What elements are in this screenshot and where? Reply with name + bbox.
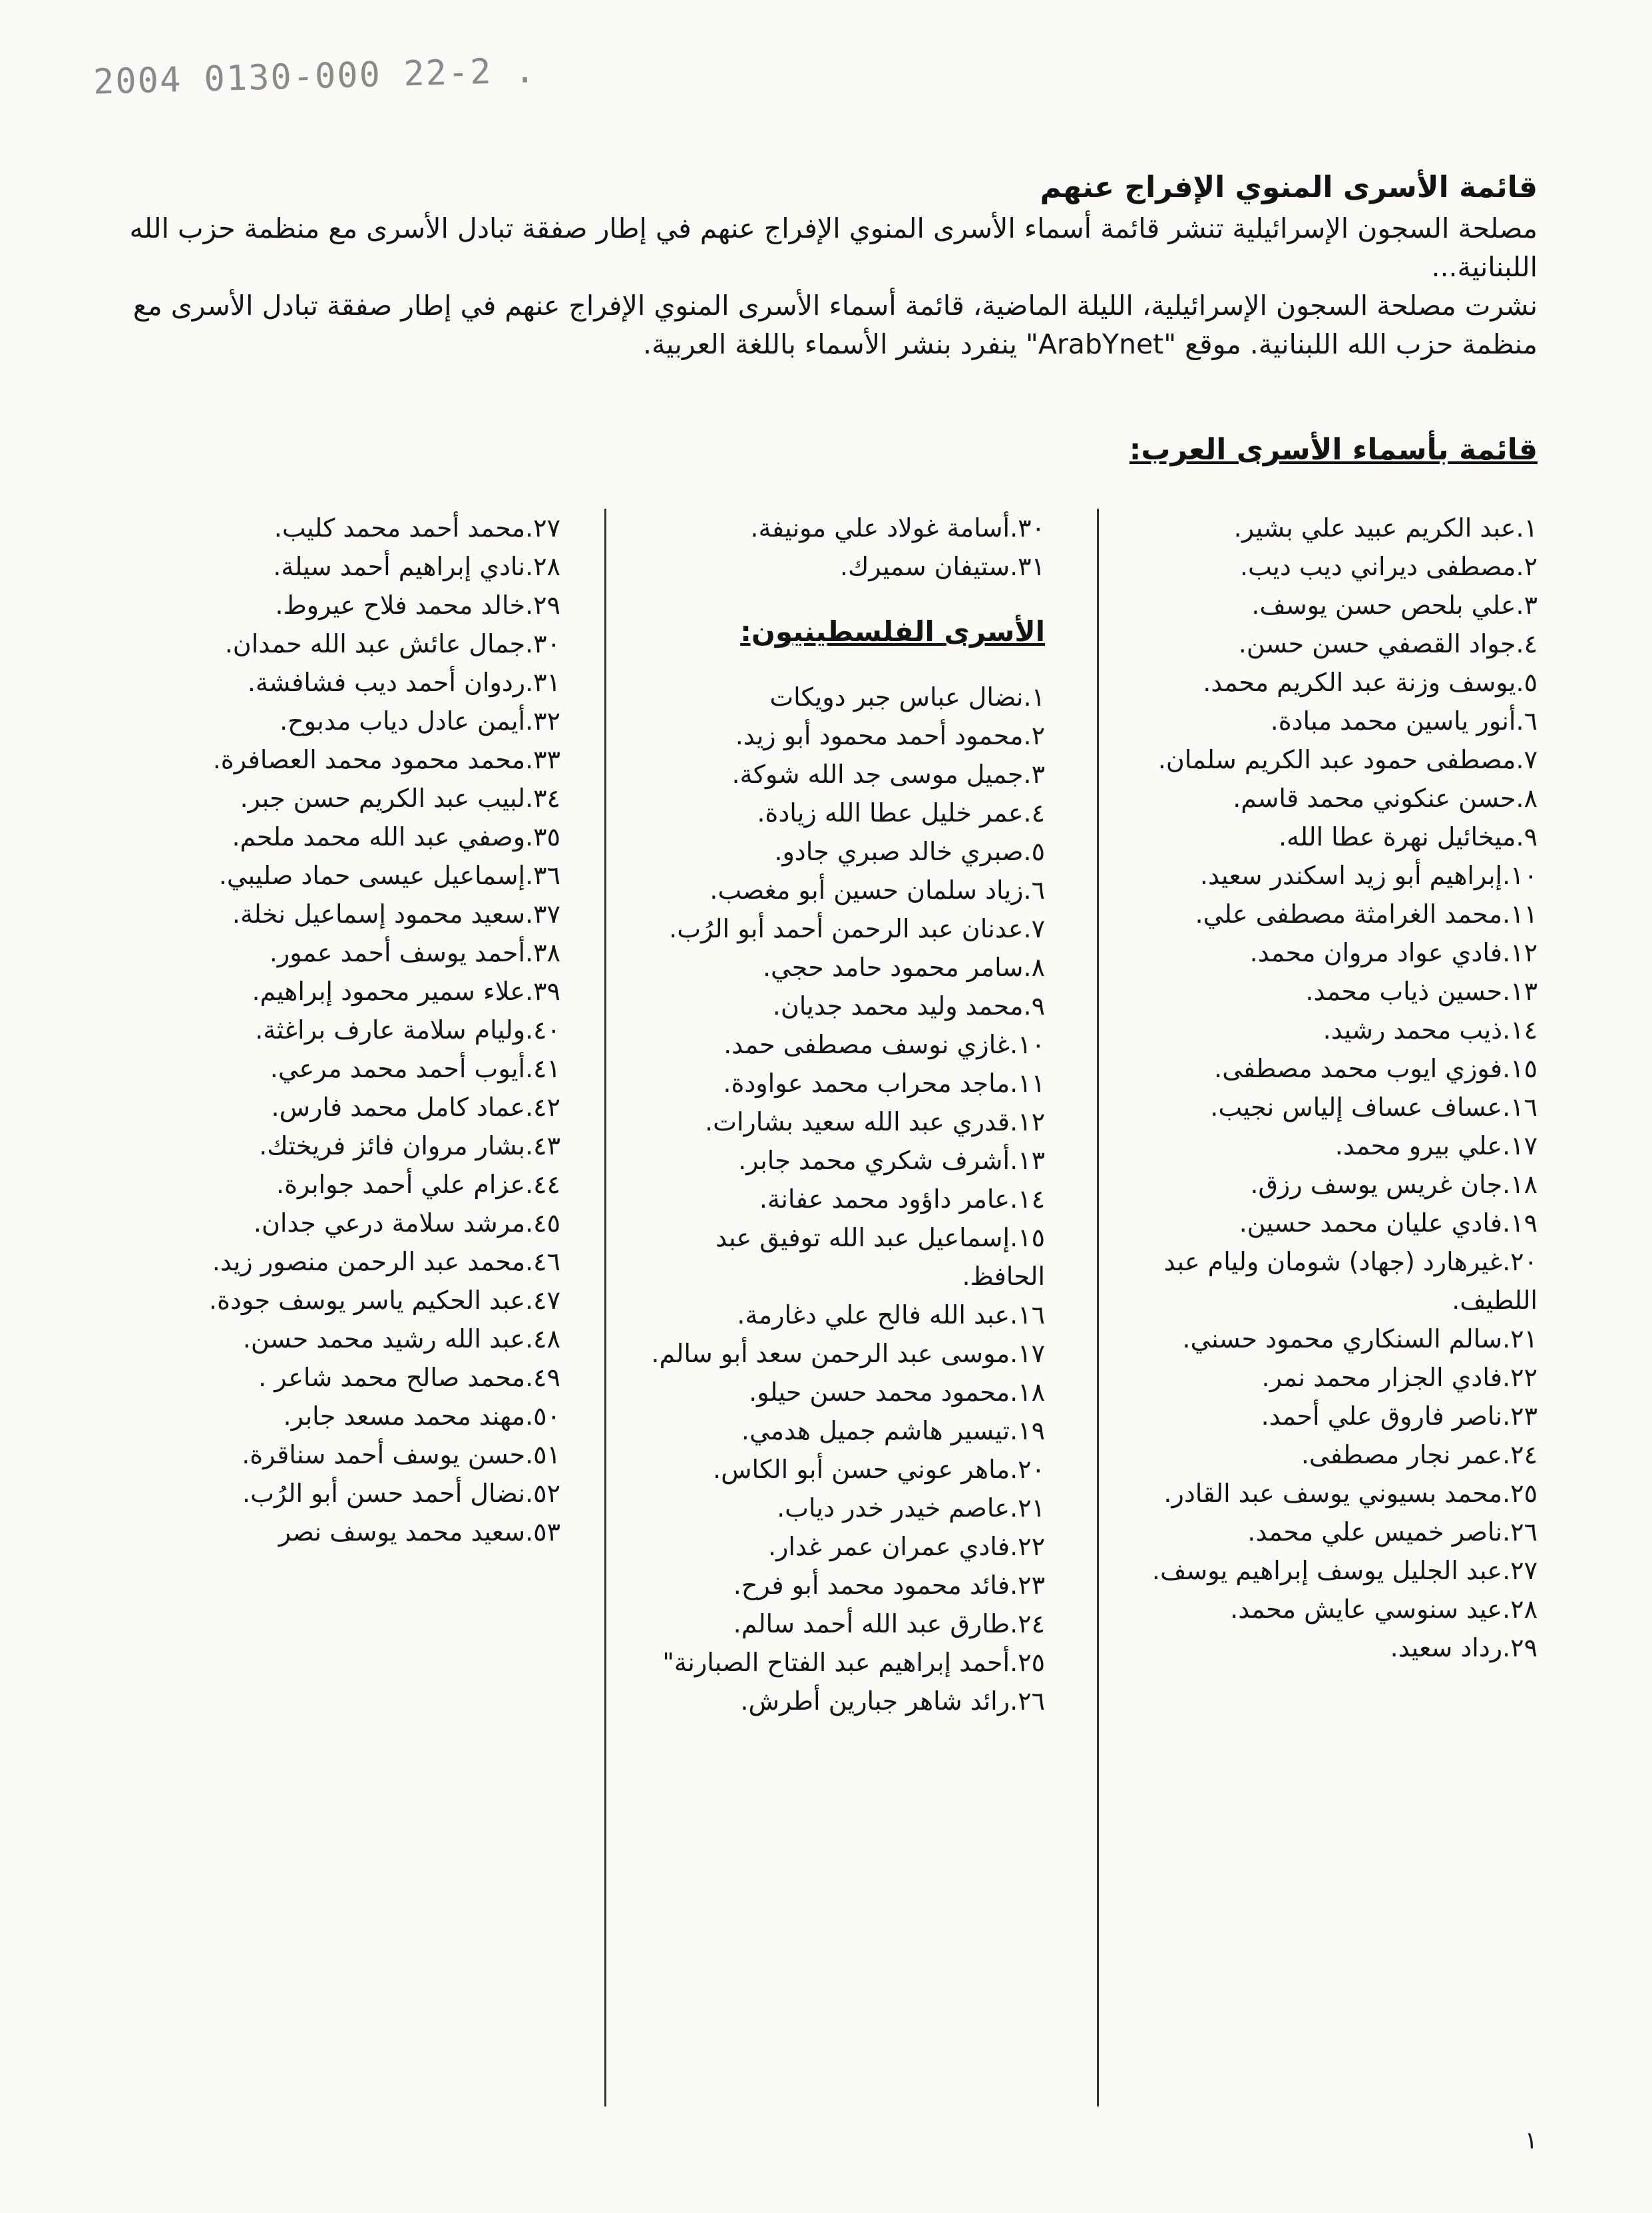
list-item: ٤.جواد القصفي حسن حسن. bbox=[1238, 629, 1538, 658]
list-item: ٤٩.محمد صالح محمد شاعر . bbox=[258, 1363, 560, 1392]
list-item: ٥٢.نضال أحمد حسن أبو الرُب. bbox=[242, 1479, 560, 1508]
list-item: ٤٣.بشار مروان فائز فريختك. bbox=[259, 1131, 560, 1160]
list-item: ٣٩.علاء سمير محمود إبراهيم. bbox=[252, 977, 560, 1006]
list-item: ٨.سامر محمود حامد حجي. bbox=[762, 953, 1045, 982]
list-item: ١٧.علي بيرو محمد. bbox=[1335, 1131, 1538, 1160]
list-item: ٣٠.أسامة غولاد علي مونيفة. bbox=[750, 513, 1045, 543]
list-item: ٤.عمر خليل عطا الله زيادة. bbox=[757, 798, 1045, 828]
list-item: ٢٩.رداد سعيد. bbox=[1390, 1633, 1538, 1662]
list-item: ٨.حسن عنكوني محمد قاسم. bbox=[1233, 784, 1538, 813]
list-item: ٣.علي بلحص حسن يوسف. bbox=[1251, 591, 1538, 620]
handwritten-reference-number: 2004 0130-000 22-2 . bbox=[93, 51, 537, 103]
list-item: ٦.أنور ياسين محمد مبادة. bbox=[1270, 706, 1538, 736]
list-item: ١٦.عساف عساف إلياس نجيب. bbox=[1210, 1093, 1538, 1122]
column-left bbox=[95, 509, 560, 2113]
list-item: ٤٨.عبد الله رشيد محمد حسن. bbox=[242, 1324, 560, 1353]
list-item: ٢٦.رائد شاهر جبارين أطرش. bbox=[740, 1686, 1045, 1716]
arab-prisoners-heading: قائمة بأسماء الأسرى العرب: bbox=[1129, 433, 1538, 467]
list-item: ٢٢.فادي عمران عمر غدار. bbox=[767, 1532, 1045, 1561]
palestinian-prisoners-list-continued bbox=[95, 509, 560, 1551]
list-item: ٤٦.محمد عبد الرحمن منصور زيد. bbox=[212, 1247, 560, 1276]
list-item: ٢٧.عبد الجليل يوسف إبراهيم يوسف. bbox=[1151, 1556, 1538, 1585]
list-item: ٣.جميل موسى جد الله شوكة. bbox=[731, 760, 1045, 789]
list-item: ٢٠.غيرهارد (جهاد) شومان وليام عبد اللطيف. bbox=[1163, 1247, 1538, 1315]
column-middle bbox=[626, 509, 1045, 2113]
list-item: ٢٨.نادي إبراهيم أحمد سيلة. bbox=[273, 552, 560, 581]
list-item: ١٣.حسين ذياب محمد. bbox=[1305, 977, 1538, 1006]
list-item: ٢٥.أحمد إبراهيم عبد الفتاح الصبارنة" bbox=[662, 1648, 1045, 1677]
list-item: ٢٤.طارق عبد الله أحمد سالم. bbox=[733, 1609, 1045, 1638]
list-item: ٢.محمود أحمد محمود أبو زيد. bbox=[735, 721, 1045, 750]
list-item: ٢٢.فادي الجزار محمد نمر. bbox=[1261, 1363, 1538, 1392]
list-item: ٤٤.عزام علي أحمد جوابرة. bbox=[276, 1170, 560, 1199]
list-item: ٧.مصطفى حمود عبد الكريم سلمان. bbox=[1157, 745, 1538, 774]
list-item: ٣٣.محمد محمود محمد العصافرة. bbox=[212, 745, 560, 774]
list-item: ٤٧.عبد الحكيم ياسر يوسف جودة. bbox=[208, 1286, 560, 1315]
column-divider bbox=[1097, 509, 1099, 2106]
list-item: ٢٦.ناصر خميس علي محمد. bbox=[1247, 1517, 1538, 1547]
list-item: ١٩.فادي عليان محمد حسين. bbox=[1239, 1208, 1538, 1238]
list-item: ٩.محمد وليد محمد جديان. bbox=[772, 991, 1045, 1021]
list-item: ١٥.فوزي ايوب محمد مصطفى. bbox=[1214, 1054, 1538, 1083]
list-item: ٢٣.ناصر فاروق علي أحمد. bbox=[1261, 1401, 1538, 1431]
list-item: ١.عبد الكريم عبيد علي بشير. bbox=[1233, 513, 1538, 543]
list-item: ٦.زياد سلمان حسين أبو مغصب. bbox=[710, 875, 1045, 905]
list-item: ٣١.ردوان أحمد ديب فشافشة. bbox=[247, 668, 560, 697]
list-item: ٢٠.ماهر عوني حسن أبو الكاس. bbox=[713, 1455, 1045, 1484]
list-item: ٥.صبري خالد صبري جادو. bbox=[774, 837, 1045, 866]
palestinian-prisoners-heading: الأسرى الفلسطينيون: bbox=[740, 615, 1045, 648]
palestinian-prisoners-list bbox=[626, 678, 1045, 1720]
list-item: ٤٠.وليام سلامة عارف براغثة. bbox=[255, 1015, 560, 1045]
list-item: ٣٦.إسماعيل عيسى حماد صليبي. bbox=[218, 861, 560, 890]
arab-prisoners-list-continued bbox=[626, 509, 1045, 586]
list-item: ٣٠.جمال عائش عبد الله حمدان. bbox=[224, 629, 560, 658]
list-item: ٣٥.وصفي عبد الله محمد ملحم. bbox=[232, 822, 560, 852]
list-item: ١.نضال عباس جبر دويكات bbox=[769, 682, 1045, 712]
list-item: ١٧.موسى عبد الرحمن سعد أبو سالم. bbox=[651, 1339, 1045, 1368]
list-item: ١٦.عبد الله فالح علي دغارمة. bbox=[737, 1300, 1045, 1330]
column-right bbox=[1151, 509, 1538, 2113]
list-item: ١١.ماجد محراب محمد عواودة. bbox=[723, 1069, 1045, 1098]
list-item: ١٤.عامر داؤود محمد عفانة. bbox=[759, 1184, 1045, 1214]
list-item: ٤١.أيوب أحمد محمد مرعي. bbox=[270, 1054, 560, 1083]
page-title: قائمة الأسرى المنوي الإفراج عنهم bbox=[1040, 170, 1538, 204]
list-item: ١٨.جان غريس يوسف رزق. bbox=[1250, 1170, 1538, 1199]
intro-block bbox=[87, 166, 1538, 364]
list-item: ٣٨.أحمد يوسف أحمد عمور. bbox=[269, 938, 560, 967]
list-item: ٤٥.مرشد سلامة درعي جدان. bbox=[253, 1208, 560, 1238]
list-item: ٣٧.سعيد محمود إسماعيل نخلة. bbox=[232, 899, 560, 929]
list-item: ٣١.ستيفان سميرك. bbox=[839, 552, 1045, 581]
list-item: ١٠.إبراهيم أبو زيد اسكندر سعيد. bbox=[1199, 861, 1538, 890]
list-item: ١٠.غازي نوسف مصطفى حمد. bbox=[723, 1030, 1045, 1059]
list-item: ٥.يوسف وزنة عبد الكريم محمد. bbox=[1203, 668, 1538, 697]
page-number: ١ bbox=[1524, 2127, 1538, 2154]
list-item: ٢٩.خالد محمد فلاح عيروط. bbox=[275, 591, 560, 620]
list-item: ٢٥.محمد بسيوني يوسف عبد القادر. bbox=[1163, 1479, 1538, 1508]
list-item: ١١.محمد الغرامثة مصطفى علي. bbox=[1195, 899, 1538, 929]
list-item: ٢١.عاصم خيدر خدر دياب. bbox=[777, 1493, 1045, 1523]
list-item: ٥٣.سعيد محمد يوسف نصر bbox=[278, 1517, 560, 1547]
list-item: ٢٣.فائد محمود محمد أبو فرح. bbox=[733, 1571, 1045, 1600]
list-item: ٢٨.عيد سنوسي عايش محمد. bbox=[1230, 1595, 1538, 1624]
list-item: ٥١.حسن يوسف أحمد سناقرة. bbox=[242, 1440, 560, 1469]
list-item: ٢٤.عمر نجار مصطفى. bbox=[1301, 1440, 1538, 1469]
list-item: ٢١.سالم السنكاري محمود حسني. bbox=[1182, 1324, 1538, 1353]
subtitle: مصلحة السجون الإسرائيلية تنشر قائمة أسماء الأسرى المنوي الإفراج عنهم في إطار صفقة تبادل الأسرى مع منظمة حزب الله اللبنانية... bbox=[129, 212, 1538, 283]
list-item: ٧.عدنان عبد الرحمن أحمد أبو الرُب. bbox=[669, 914, 1045, 943]
list-item: ١٨.محمود محمد حسن حيلو. bbox=[749, 1377, 1045, 1407]
list-item: ٤٢.عماد كامل محمد فارس. bbox=[271, 1093, 560, 1122]
list-item: ١٢.فادي عواد مروان محمد. bbox=[1249, 938, 1538, 967]
list-item: ٩.ميخائيل نهرة عطا الله. bbox=[1278, 822, 1538, 852]
arab-prisoners-list bbox=[1151, 509, 1538, 1667]
intro-paragraph: نشرت مصلحة السجون الإسرائيلية، الليلة الماضية، قائمة أسماء الأسرى المنوي الإفراج عنهم في إطار صفقة تبادل الأسرى مع منظمة حزب الله اللبنانية. موقع "ArabYnet" ينفرد بنشر الأسماء باللغة العربية. bbox=[132, 290, 1538, 360]
list-item: ٢٧.محمد أحمد محمد كليب. bbox=[274, 513, 560, 543]
list-item: ١٣.أشرف شكري محمد جابر. bbox=[738, 1146, 1045, 1175]
list-item: ٣٢.أيمن عادل دياب مدبوح. bbox=[280, 706, 560, 736]
list-item: ١٤.ذيب محمد رشيد. bbox=[1323, 1015, 1538, 1045]
list-item: ١٩.تيسير هاشم جميل هدمي. bbox=[741, 1416, 1045, 1445]
list-item: ٣٤.لبيب عبد الكريم حسن جبر. bbox=[240, 784, 560, 813]
column-divider bbox=[604, 509, 606, 2106]
list-item: ١٢.قدري عبد الله سعيد بشارات. bbox=[704, 1107, 1045, 1136]
list-item: ٥٠.مهند محمد مسعد جابر. bbox=[283, 1401, 560, 1431]
list-item: ٢.مصطفى ديراني ديب ديب. bbox=[1239, 552, 1538, 581]
list-item: ١٥.إسماعيل عبد الله توفيق عبد الحافظ. bbox=[716, 1223, 1045, 1291]
